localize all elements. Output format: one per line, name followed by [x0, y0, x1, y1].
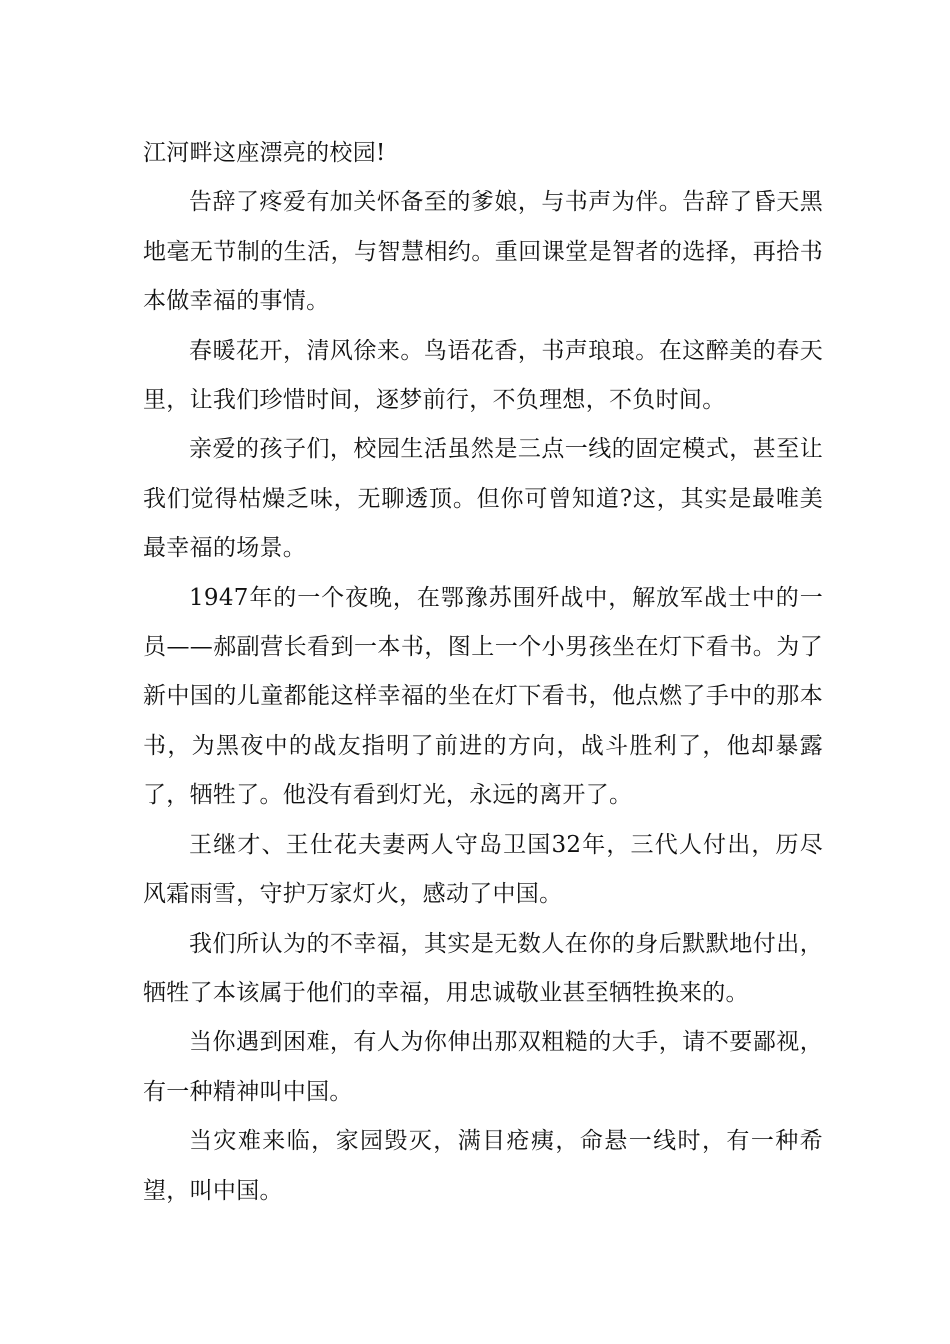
- paragraph: 亲爱的孩子们，校园生活虽然是三点一线的固定模式，甚至让我们觉得枯燥乏味，无聊透顶。但你可曾知道?这，其实是最唯美最幸福的场景。: [143, 436, 823, 562]
- paragraph: 当灾难来临，家园毁灭，满目疮痍，命悬一线时，有一种希望，叫中国。: [143, 1128, 823, 1204]
- paragraph: 我们所认为的不幸福，其实是无数人在你的身后默默地付出，牺牲了本该属于他们的幸福，用忠诚敬业甚至牺牲换来的。: [143, 930, 823, 1006]
- paragraph: 王继才、王仕花夫妻两人守岛卫国32年，三代人付出，历尽风霜雨雪，守护万家灯火，感动了中国。: [143, 831, 823, 908]
- document-body: [143, 129, 823, 1216]
- paragraph: 告辞了疼爱有加关怀备至的爹娘，与书声为伴。告辞了昏天黑地毫无节制的生活，与智慧相约。重回课堂是智者的选择，再拾书本做幸福的事情。: [143, 189, 823, 315]
- paragraph: 1947年的一个夜晚，在鄂豫苏围歼战中，解放军战士中的一员——郝副营长看到一本书，图上一个小男孩坐在灯下看书。为了新中国的儿童都能这样幸福的坐在灯下看书，他点燃了手中的那本书，为黑夜中的战友指明了前进的方向，战斗胜利了，他却暴露了，牺牲了。他没有看到灯光，永远的离开了。: [143, 584, 823, 809]
- paragraph-continued: 江河畔这座漂亮的校园!: [143, 140, 386, 166]
- paragraph: 春暖花开，清风徐来。鸟语花香，书声琅琅。在这醉美的春天里，让我们珍惜时间，逐梦前行，不负理想，不负时间。: [143, 337, 823, 414]
- paragraph: 当你遇到困难，有人为你伸出那双粗糙的大手，请不要鄙视，有一种精神叫中国。: [143, 1029, 823, 1105]
